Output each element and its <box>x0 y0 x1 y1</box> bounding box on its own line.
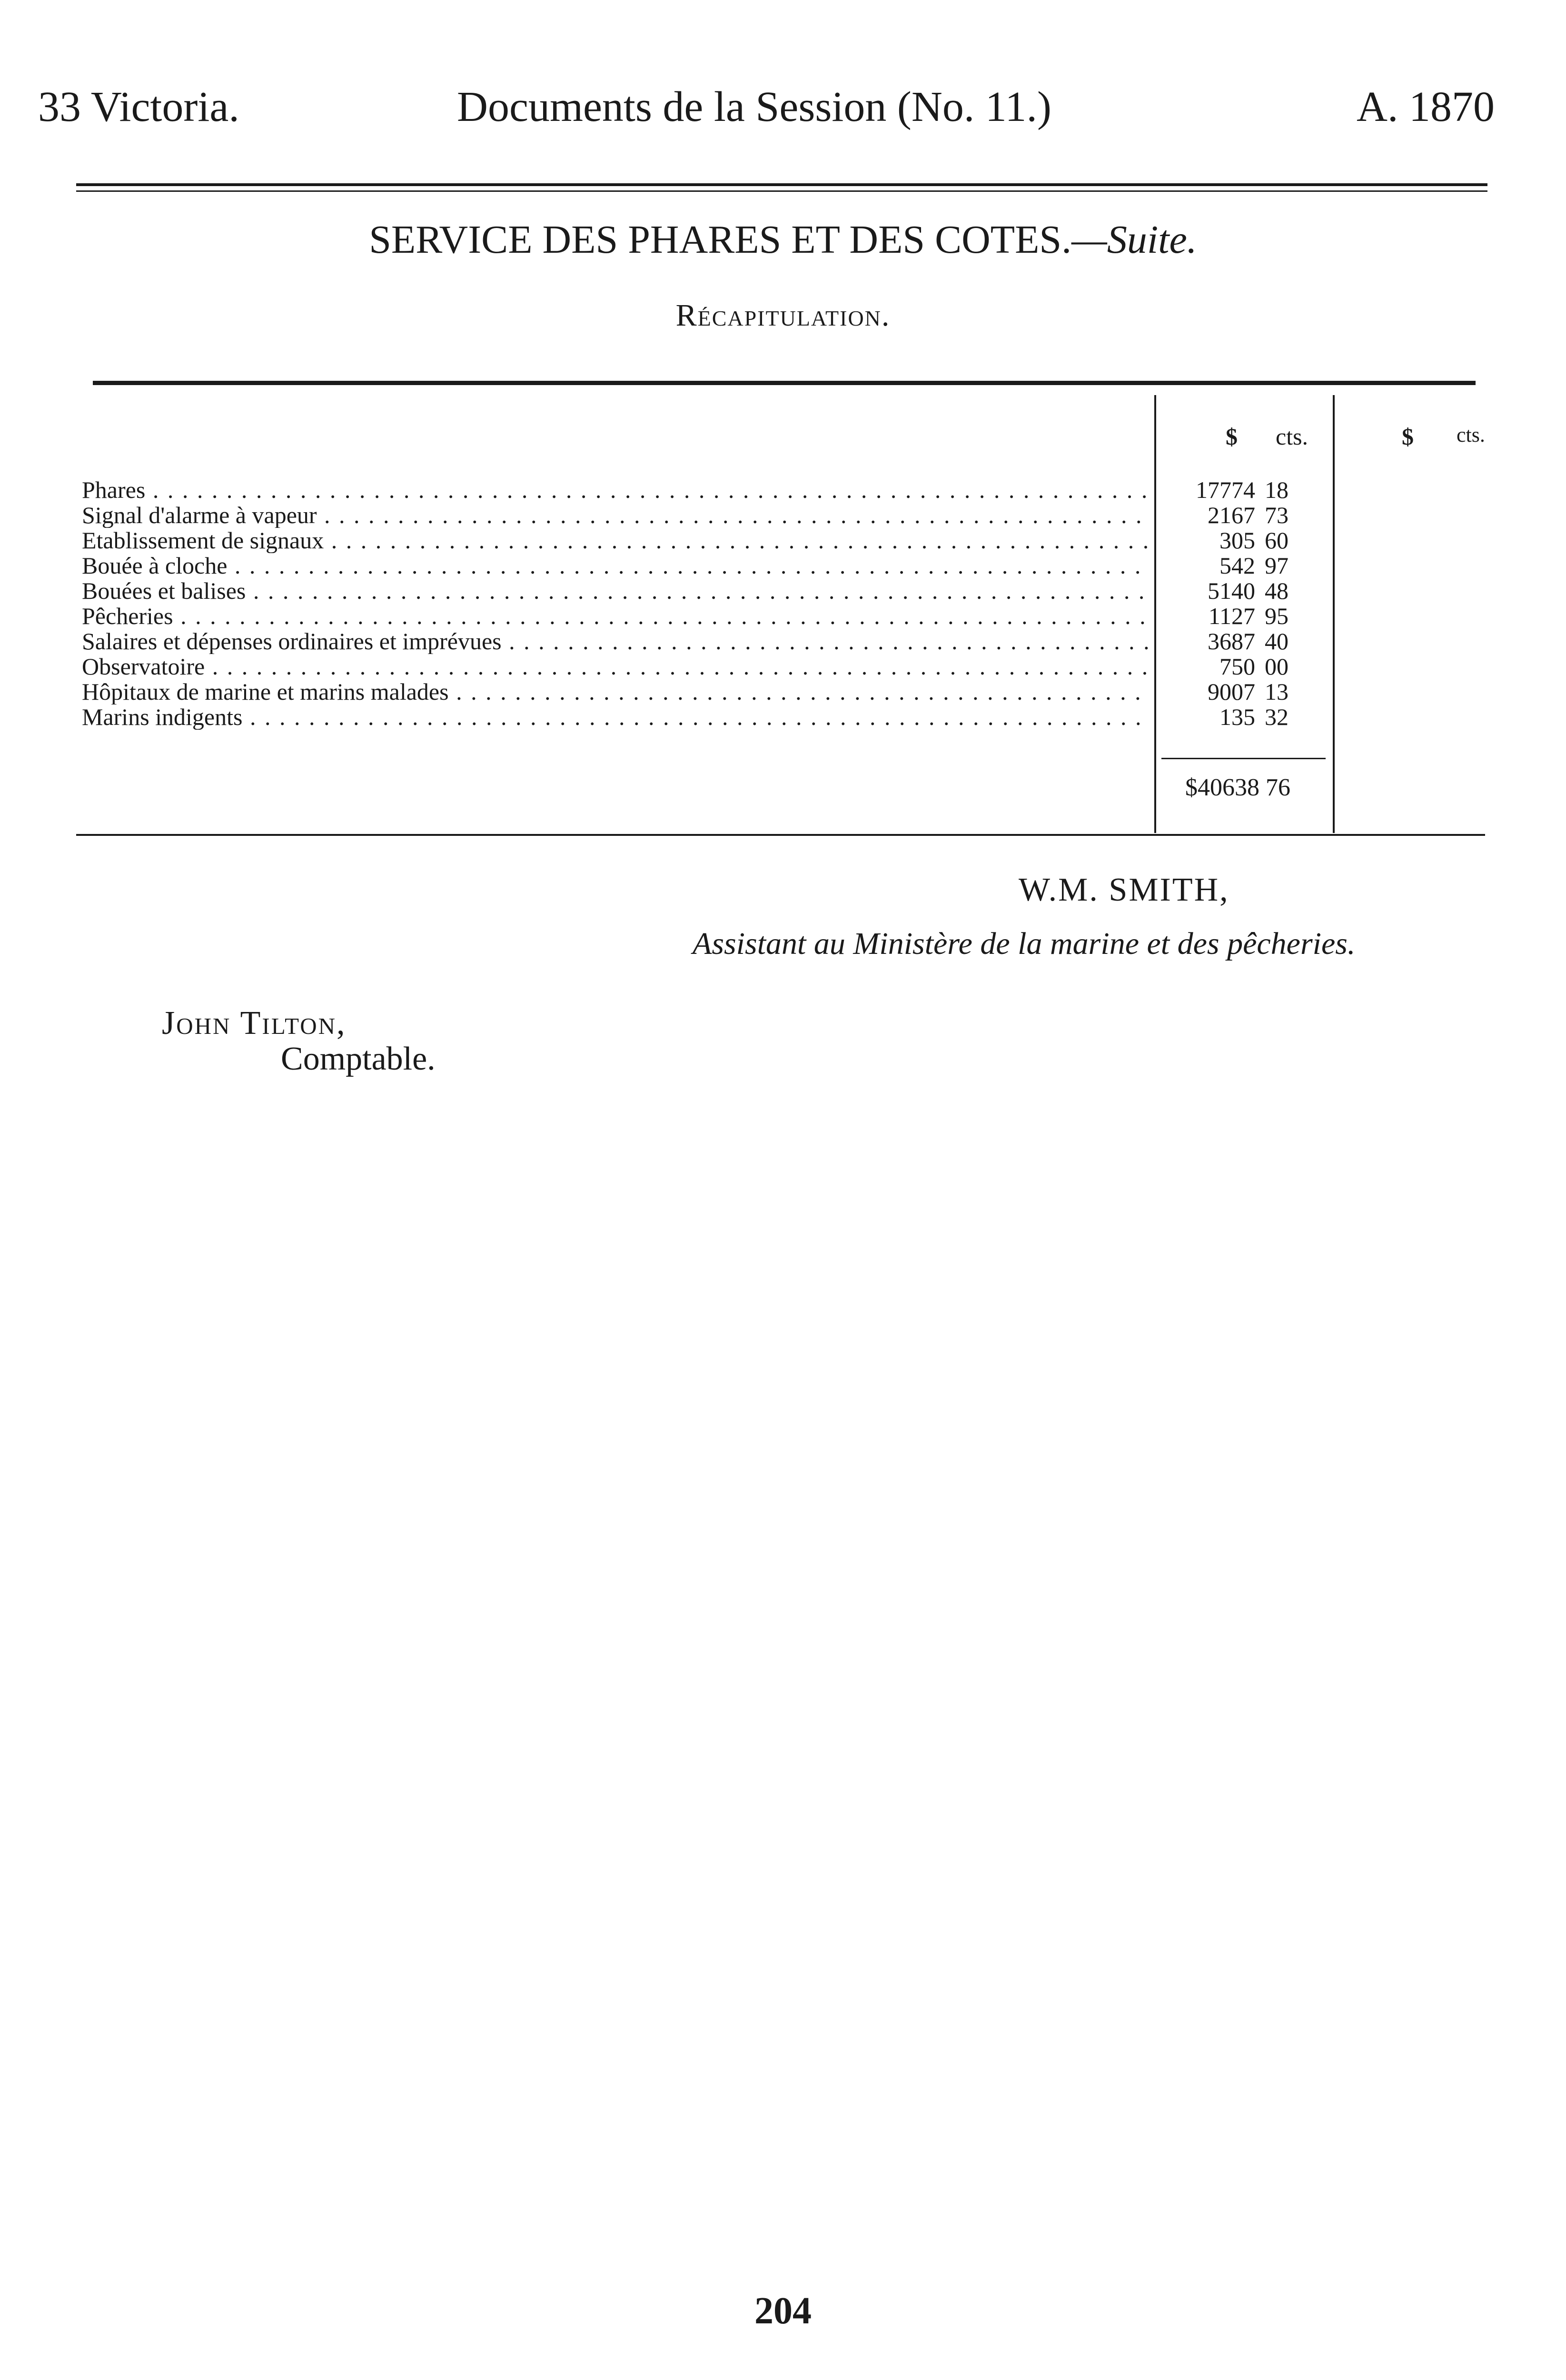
table-row <box>82 476 1288 503</box>
section-subtitle: Récapitulation. <box>675 298 891 333</box>
row-cents: 13 <box>1265 678 1288 705</box>
table-row <box>82 603 1288 629</box>
section-title <box>0 217 1566 263</box>
row-dollars: 2167 <box>1208 502 1255 528</box>
section-title-suffix: —Suite. <box>1071 218 1197 262</box>
column-1-dollar-header: $ <box>1226 423 1238 450</box>
row-dollars: 5140 <box>1208 577 1255 604</box>
row-label: Marins indigents . . . <box>82 704 1148 730</box>
row-label: Hôpitaux de marine et marins malades . . . <box>82 679 1148 704</box>
accountant-name: John Tilton, <box>162 1005 347 1041</box>
row-dollars: 1127 <box>1208 603 1255 629</box>
row-label: Signal d'alarme à vapeur . . . <box>82 503 1148 528</box>
row-cents: 18 <box>1265 476 1288 503</box>
table-row <box>82 678 1288 705</box>
row-label: Pêcheries . . . <box>82 604 1148 629</box>
row-label: Phares . . . <box>82 477 1148 503</box>
row-cents: 32 <box>1265 704 1288 730</box>
row-cents: 73 <box>1265 502 1288 528</box>
table-row <box>82 527 1288 554</box>
table-row <box>82 552 1288 579</box>
table-row <box>82 704 1288 730</box>
row-dollars: 542 <box>1219 552 1255 579</box>
table-column-divider-2 <box>1333 395 1335 833</box>
column-2-dollar-header: $ <box>1402 423 1414 450</box>
row-dollars: 135 <box>1219 704 1255 730</box>
deputy-minister-title: Assistant au Ministère de la marine et des pêcheries. <box>693 926 1356 961</box>
table-top-rule <box>93 381 1476 385</box>
row-dollars: 750 <box>1219 653 1255 680</box>
row-dollars: 17774 <box>1196 476 1255 503</box>
page-number: 204 <box>754 2290 812 2332</box>
header-rule-bottom <box>76 190 1487 192</box>
header-year: A. 1870 <box>1357 83 1495 130</box>
row-cents: 60 <box>1265 527 1288 554</box>
table-row <box>82 577 1288 604</box>
column-2-cents-header: cts. <box>1457 423 1485 446</box>
row-cents: 40 <box>1265 628 1288 654</box>
row-label: Observatoire . . . <box>82 654 1148 679</box>
row-dollars: 9007 <box>1208 678 1255 705</box>
row-label: Etablissement de signaux . . . <box>82 528 1148 553</box>
deputy-minister-name: W.M. SMITH, <box>1019 872 1229 908</box>
row-dollars: 3687 <box>1208 628 1255 654</box>
table-row <box>82 653 1288 680</box>
row-label: Bouée à cloche . . . <box>82 553 1148 578</box>
table-row <box>82 502 1288 528</box>
table-total: $40638 76 <box>1185 774 1290 801</box>
section-title-main: SERVICE DES PHARES ET DES COTES. <box>369 218 1072 262</box>
row-dollars: 305 <box>1219 527 1255 554</box>
accountant-title: Comptable. <box>281 1041 436 1077</box>
row-cents: 00 <box>1265 653 1288 680</box>
row-cents: 95 <box>1265 603 1288 629</box>
header-document-title: Documents de la Session (No. 11.) <box>457 83 1051 130</box>
header-volume: 33 Victoria. <box>38 83 239 130</box>
table-row <box>82 628 1288 654</box>
row-cents: 48 <box>1265 577 1288 604</box>
row-cents: 97 <box>1265 552 1288 579</box>
row-label: Salaires et dépenses ordinaires et imprévues . . . <box>82 629 1148 654</box>
column-1-cents-header: cts. <box>1276 423 1308 450</box>
header-rule-top <box>76 183 1487 186</box>
total-rule <box>1161 758 1326 759</box>
table-bottom-rule <box>76 834 1485 836</box>
row-label: Bouées et balises . . . <box>82 578 1148 604</box>
